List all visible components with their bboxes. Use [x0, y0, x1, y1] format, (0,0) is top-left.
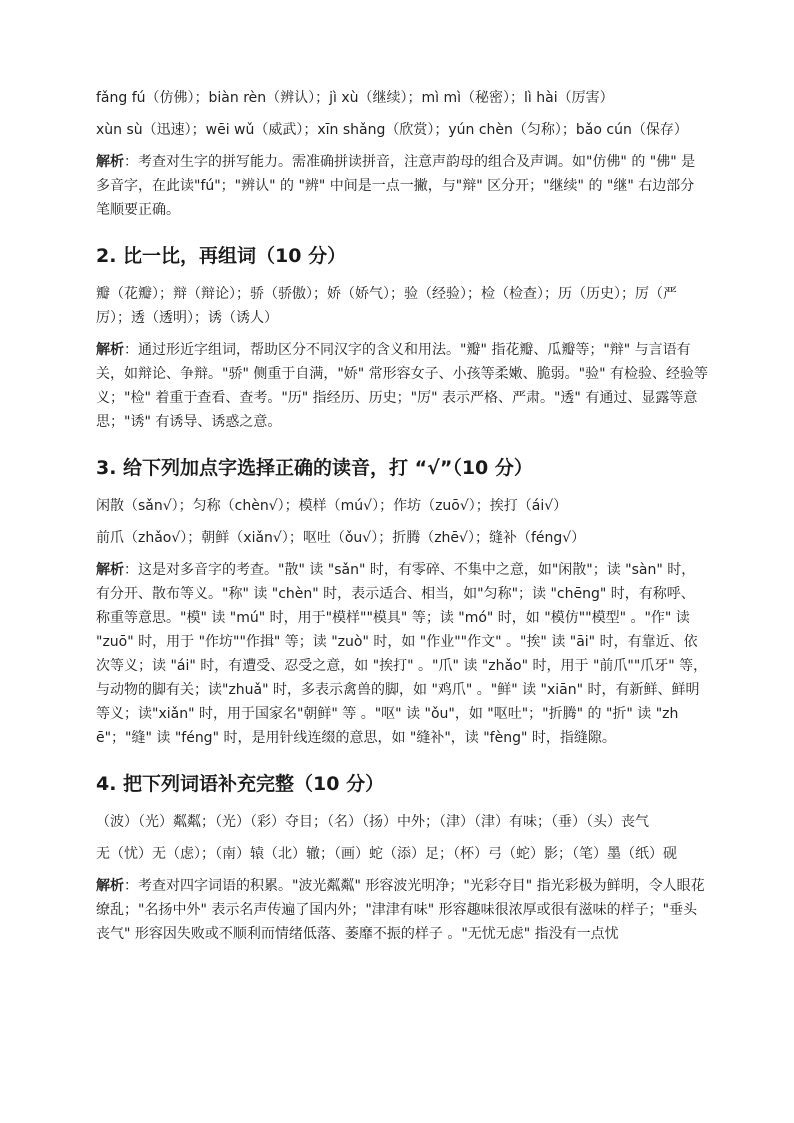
- analysis-text: ：考查对四字词语的积累。"波光粼粼" 形容波光明净；"光彩夺目" 指光彩极为鲜明，令人眼花缭乱；"名扬中外" 表示名声传遍了国内外；"津津有味" 形容趣味很浓厚或很有滋味的样子；"垂头丧气" 形容因失败或不顺利而情绪低落、萎靡不振的样子 。"无忧无虑" 指没有一点忧: [96, 878, 705, 942]
- analysis-text: ：考查对生字的拼写能力。需准确拼读拼音，注意声韵母的组合及声调。如"仿佛" 的 "佛" 是多音字，在此读"fú"；"辨认" 的 "辨" 中间是一点一撇，与"辩" 区分开；"继续" 的 "继" 右边部分笔顺要正确。: [96, 154, 696, 218]
- pinyin-answer-line-1: fǎng fú（仿佛）；biàn rèn（辨认）；jì xù（继续）；mì mì（秘密）；lì hài（厉害）: [96, 90, 614, 106]
- analysis-label: 解析: [96, 342, 124, 358]
- analysis-text: ：通过形近字组词，帮助区分不同汉字的含义和用法。"瓣" 指花瓣、瓜瓣等；"辩" 与言语有关，如辩论、争辩。"骄" 侧重于自满，"娇" 常形容女子、小孩等柔嫩、脆弱。"验" 有检验、经验等义；"检" 着重于查看、查考。"历" 指经历、历史；"厉" 表示严格、严肃。"透" 有通过、显露等意思；"诱" 有诱导、诱惑之意。: [96, 342, 708, 430]
- idiom-answer-line-2: 无（忧）无（虑）；（南）辕（北）辙；（画）蛇（添）足；（杯）弓（蛇）影；（笔）墨（纸）砚: [96, 846, 677, 862]
- analysis-label: 解析: [96, 562, 124, 578]
- analysis-paragraph-3: [96, 558, 708, 750]
- analysis-paragraph-1: [96, 150, 708, 222]
- pinyin-answer-line-2: xùn sù（迅速）；wēi wǔ（威武）；xīn shǎng（欣赏）；yún chèn（匀称）；bǎo cún（保存）: [96, 122, 688, 138]
- analysis-text: ：这是对多音字的考查。"散" 读 "sǎn" 时，有零碎、不集中之意，如"闲散"；读 "sàn" 时，有分开、散布等义。"称" 读 "chèn" 时，表示适合、相当，如"匀称"；读 "chēng" 时，有称呼、称重等意思。"模" 读 "mú" 时，用于"模样""模具" 等；读 "mó" 时，如 "模仿""模型" 。"作" 读 "zuō" 时，用于 "作坊""作揖" 等；读 "zuò" 时，如 "作业""作文" 。"挨" 读 "āi" 时，有靠近、依次等义；读 "ái" 时，有遭受、忍受之意，如 "挨打" 。"爪" 读 "zhǎo" 时，用于 "前爪""爪牙" 等，与动物的脚有关；读"zhuǎ" 时，多表示禽兽的脚，如 "鸡爪" 。"鲜" 读 "xiān" 时，有新鲜、鲜明等义；读"xiǎn" 时，用于国家名"朝鲜" 等 。"呕" 读 "ǒu"，如 "呕吐"；"折腾" 的 "折" 读 "zhē"；"缝" 读 "féng" 时，是用针线连缀的意思，如 "缝补"，读 "fèng" 时，指缝隙。: [96, 562, 708, 746]
- analysis-paragraph-2: [96, 338, 708, 434]
- document-page: [96, 86, 708, 946]
- pronunciation-answer-line-1: 闲散（sǎn√）；匀称（chèn√）；模样（mú√）；作坊（zuō√）；挨打（ái√）: [96, 498, 568, 514]
- section-heading-4: 4. 把下列词语补充完整（10 分）: [96, 773, 385, 795]
- analysis-paragraph-4: [96, 874, 708, 946]
- section-heading-2: 2. 比一比，再组词（10 分）: [96, 245, 347, 267]
- word-group-answer: 瓣（花瓣）；辩（辩论）；骄（骄傲）；娇（娇气）；验（经验）；检（检查）；历（历史）；厉（严厉）；透（透明）；诱（诱人）: [96, 286, 677, 326]
- section-heading-3: 3. 给下列加点字选择正确的读音，打 “√”（10 分）: [96, 457, 533, 479]
- analysis-label: 解析: [96, 878, 124, 894]
- analysis-label: 解析: [96, 154, 124, 170]
- idiom-answer-line-1: （波）（光）粼粼；（光）（彩）夺目；（名）（扬）中外；（津）（津）有味；（垂）（头）丧气: [96, 814, 649, 830]
- pronunciation-answer-line-2: 前爪（zhǎo√）；朝鲜（xiǎn√）；呕吐（ǒu√）；折腾（zhē√）；缝补（féng√）: [96, 530, 586, 546]
